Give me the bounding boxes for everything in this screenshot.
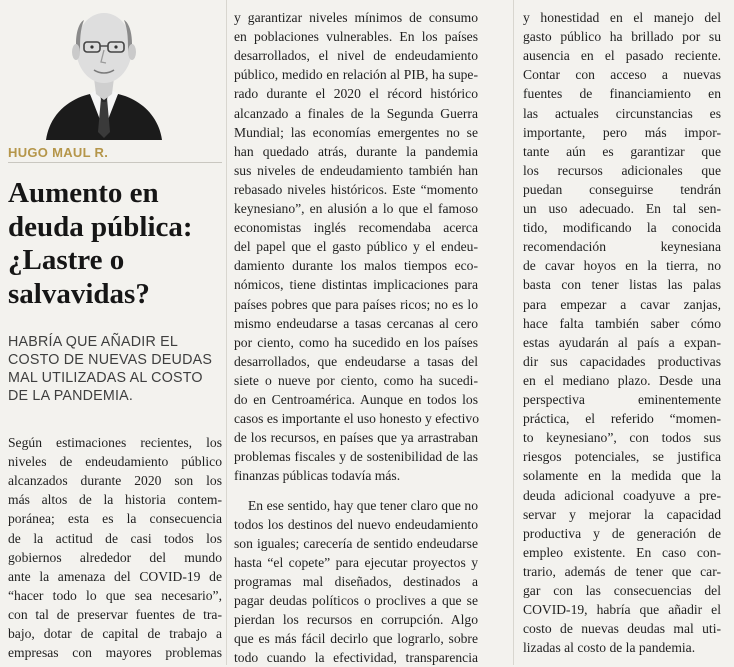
text-line: “hacer todo lo que sea necesario”, — [8, 587, 222, 603]
headline — [8, 177, 222, 311]
text-line: para empezar a cavar zanjas, — [523, 296, 721, 312]
text-line: en el mediano plazo. Desde una — [523, 372, 721, 388]
headline-line: salvavidas? — [8, 277, 150, 310]
author-name: HUGO MAUL R. — [8, 145, 109, 160]
text-line: gasto público ha brillado por su — [523, 29, 721, 45]
text-line: práctica, el referido “momen- — [523, 411, 721, 427]
text-line: más altos de la historia contem- — [8, 492, 222, 508]
headline-line: deuda pública: — [8, 210, 193, 243]
text-line: basta con tener listas las palas — [523, 277, 721, 293]
text-line: economistas inglés recomendaba acerca — [234, 220, 478, 236]
text-line: servar y mejorar la capacidad — [523, 506, 721, 522]
column-divider — [513, 0, 514, 665]
text-line: pierdan los recursos en corrupción. Algo — [234, 612, 478, 628]
subheadline — [8, 333, 222, 405]
text-line: ante la amenaza del COVID-19 de — [8, 568, 222, 584]
text-column-3 — [523, 0, 721, 665]
text-line: hace falta también saber cómo — [523, 315, 721, 331]
text-line: siete o nueve por ciento, como ha sucedi- — [234, 372, 478, 388]
text-line: empleo existente. En caso con- — [523, 544, 721, 560]
text-line: puedan conseguirse tendrán — [523, 181, 721, 197]
text-line: en poblaciones vulnerables. En los países — [234, 29, 478, 45]
text-line: casos es importante el uso honesto y efectivo — [234, 411, 479, 427]
text-line: Mundial; las economías emergentes no se — [234, 124, 478, 140]
text-line: los recursos adicionales que — [523, 162, 721, 178]
text-line: gar con las consecuencias del — [523, 583, 721, 598]
text-line: de los recursos, en países que ya arrastraban — [234, 430, 478, 446]
text-line: que es más fácil decirlo que lograrlo, sobre — [234, 631, 478, 647]
text-line: niveles de endeudamiento público — [8, 454, 222, 470]
text-line: estas ayudarán al país a expan- — [523, 334, 721, 350]
text-line: han quedado atrás, durante la pandemia — [234, 143, 478, 159]
text-line: sus niveles de endeudamiento también han — [234, 162, 478, 178]
text-line: trario, además de tener que car- — [523, 563, 721, 579]
text-line: problemas fiscales y de sostenibilidad de las — [234, 449, 478, 465]
text-line: Según estimaciones recientes, los — [8, 435, 222, 450]
headline-line: ¿Lastre o — [8, 244, 125, 276]
subhead-line: HABRÍA QUE AÑADIR EL — [8, 334, 179, 350]
text-line: En ese sentido, hay que tener claro que no — [248, 497, 478, 513]
text-line: público, medido en relación al PIB, ha supe- — [234, 67, 478, 83]
text-line: ausencia en el pasado reciente. — [523, 48, 721, 64]
text-line: desarrollados, el nivel de endeudamiento — [234, 48, 478, 64]
text-line: de la actitud de casi todos los — [8, 530, 222, 546]
text-line: do en Centroamérica. Aunque en todos los — [234, 392, 478, 407]
text-line: programas mal diseñados, destinados a — [234, 573, 478, 589]
text-line: rebasado niveles históricos. Este “momento — [234, 181, 478, 197]
text-line: países pobres que para países ricos; no es lo — [234, 296, 478, 312]
text-line: riesgos potenciales, se justifica — [523, 449, 721, 465]
text-line: tante aún es garantizar que — [523, 143, 721, 159]
text-line: gobiernos alrededor del mundo — [8, 549, 222, 565]
text-column-2 — [234, 0, 478, 665]
text-line: recomendación keynesiana — [523, 239, 721, 255]
text-line: importante, pero más impor- — [523, 124, 721, 140]
text-line: mismo endeudarse a tasas cercanas al cero — [234, 315, 478, 331]
text-line: todo cuando la efectividad, transparencia — [234, 650, 478, 666]
text-line: to keynesiano”, con todos sus — [523, 430, 721, 446]
text-line: desarrollados, que endeudarse a tasas del — [234, 353, 478, 369]
text-line: perspectiva eminentemente — [523, 392, 721, 407]
text-line: damiento durante los malos tiempos eco- — [234, 258, 478, 274]
text-line: keynesiano”, en alusión a lo que el famoso — [234, 201, 478, 216]
text-line: poránea; esta es la consecuencia — [8, 511, 222, 527]
text-line: lizadas al costo de la pandemia. — [523, 640, 696, 656]
text-line: y honestidad en el manejo del — [523, 10, 721, 25]
divider — [8, 162, 222, 163]
text-line: son iguales; carecería de sentido endeudarse — [234, 535, 478, 551]
subhead-line: MAL UTILIZADAS AL COSTO — [8, 370, 203, 386]
text-line: todos los destinos del nuevo endeudamiento — [234, 516, 478, 532]
text-line: del papel que el gasto público y el endeu- — [234, 239, 478, 255]
text-line: bajo, dotar de capital de trabajo a — [8, 626, 222, 641]
text-line: de cavar hoyos en la tierra, no — [523, 258, 721, 274]
text-line: y garantizar niveles mínimos de consumo — [234, 10, 478, 25]
text-line: las actuales circunstancias es — [523, 105, 721, 121]
text-line: pagar deudas políticos o proclives a que se — [234, 593, 478, 608]
text-line: un uso adecuado. En tal sen- — [523, 201, 721, 216]
text-line: productiva y de generación de — [523, 525, 721, 541]
text-line: con tal de preservar fuentes de tra- — [8, 606, 222, 622]
text-line: nómicos, tiene distintas implicaciones para — [234, 277, 478, 293]
text-line: Contar con acceso a nuevas — [523, 67, 721, 83]
text-line: fuentes de financiamiento en — [523, 86, 721, 102]
subhead-line: COSTO DE NUEVAS DEUDAS — [8, 352, 213, 368]
text-line: tido, modificando la conocida — [523, 220, 721, 236]
text-line: por ciento, como ha sucedido en los países — [234, 334, 478, 350]
text-line: deuda adicional coadyuve a pre- — [523, 487, 721, 503]
text-line: alcanzados durante 2020 son los — [8, 473, 222, 489]
text-line: rado durante el 2020 el récord histórico — [234, 86, 478, 102]
column-divider — [226, 0, 227, 665]
text-line: finanzas públicas todavía más. — [234, 468, 401, 484]
author-portrait — [44, 0, 164, 140]
text-line: solamente en la medida que la — [523, 468, 721, 484]
text-line: costo de nuevas deudas mal uti- — [523, 621, 721, 637]
text-line: empresas con mayores problemas — [8, 645, 222, 661]
text-line: COVID-19, habría que añadir el — [523, 602, 721, 618]
text-line: dir sus capacidades productivas — [523, 353, 721, 369]
subhead-line: DE LA PANDEMIA. — [8, 388, 134, 404]
text-line: alcanzado a finales de la Segunda Guerra — [234, 105, 478, 121]
text-line: hasta “el copete” para ejecutar proyectos y — [234, 554, 478, 570]
headline-line: Aumento en — [8, 177, 159, 209]
